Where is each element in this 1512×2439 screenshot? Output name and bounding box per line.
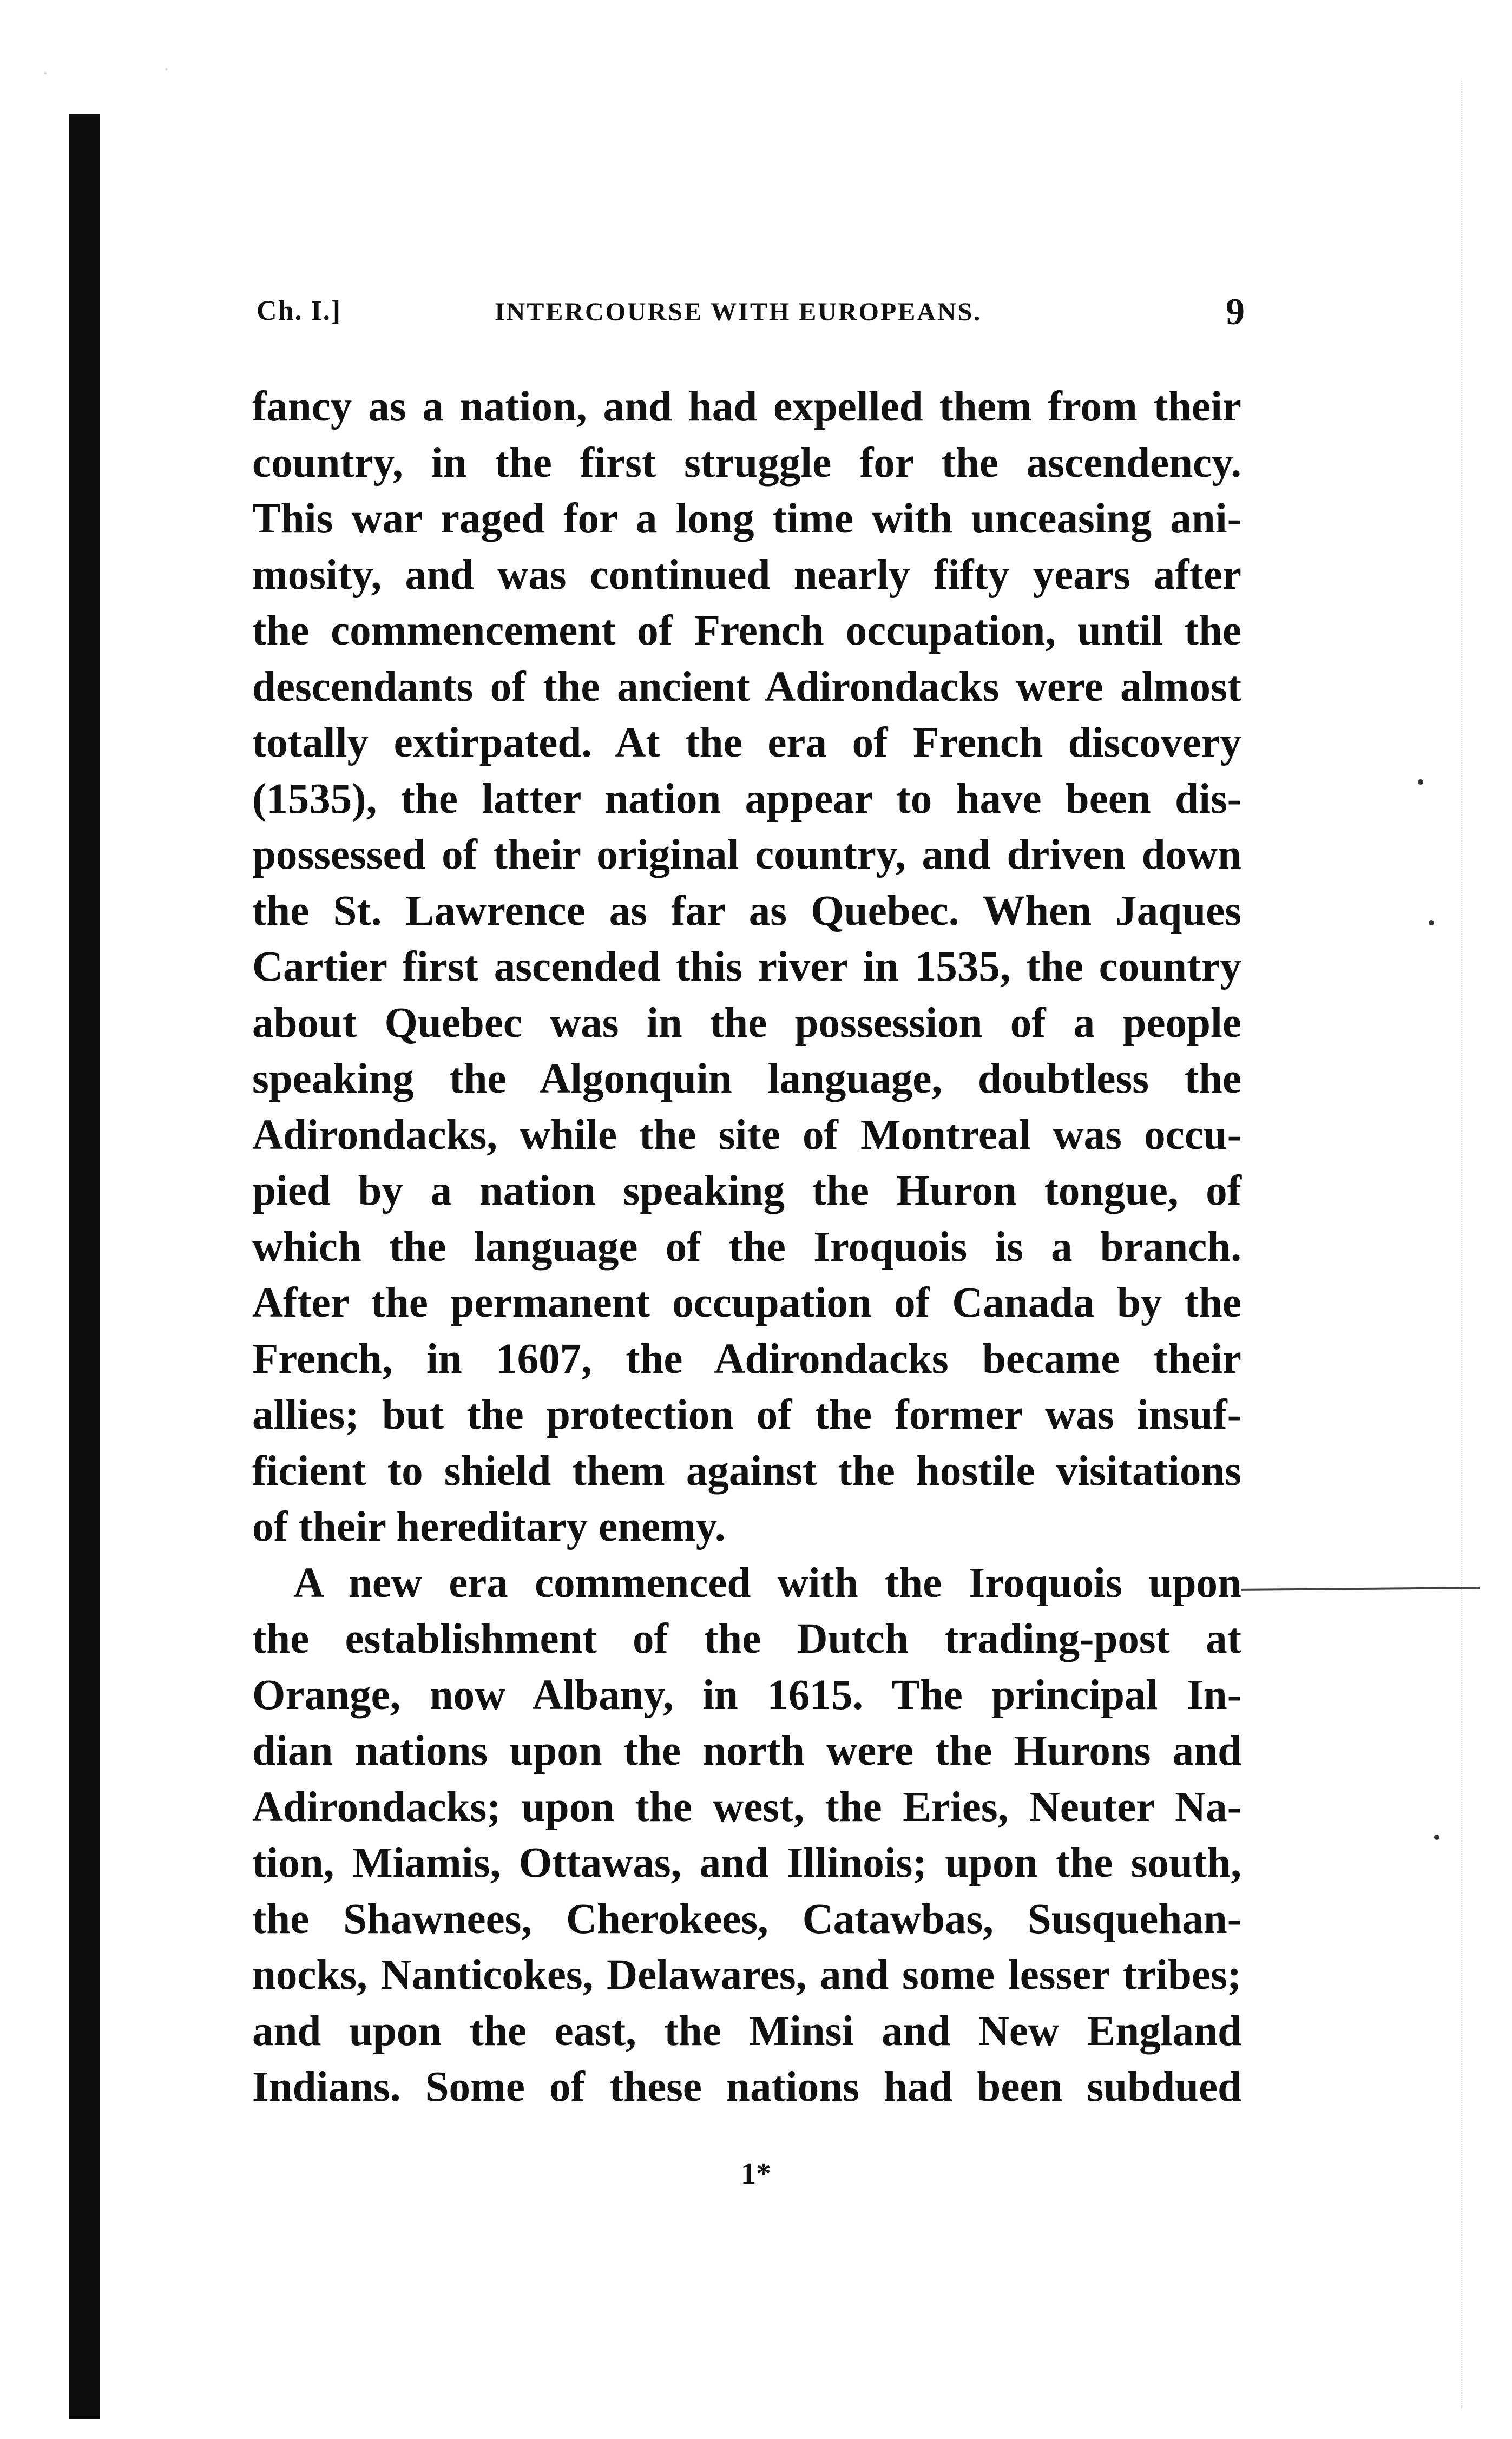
text-line: Indians. Some of these nations had been subdued [252,2063,1241,2111]
text-line: and upon the east, the Minsi and New England [252,2007,1241,2055]
text-line: Cartier first ascended this river in 1535, the country [252,943,1241,990]
text-line: Orange, now Albany, in 1615. The principal In- [252,1671,1241,1719]
text-line: Adirondacks, while the site of Montreal was occu- [252,1111,1241,1159]
text-line: fancy as a nation, and had expelled them from their [252,383,1241,430]
text-line: about Quebec was in the possession of a people [252,999,1241,1047]
text-line: possessed of their original country, and driven down [252,831,1241,878]
margin-speck [1434,1835,1439,1840]
text-line: country, in the first struggle for the ascendency. [252,439,1241,487]
text-line: mosity, and was continued nearly fifty years after [252,551,1241,599]
page-number: 9 [1226,291,1246,333]
scan-noise-top [0,54,1512,92]
scan-noise-right-edge [1461,81,1469,2408]
running-head-chapter: Ch. I.] [257,295,342,326]
text-line: nocks, Nanticokes, Delawares, and some lesser tribes; [252,1951,1241,1998]
running-head-title: INTERCOURSE WITH EUROPEANS. [495,298,982,326]
margin-pen-stroke [1241,1587,1480,1591]
text-line: ficient to shield them against the hostile visitations [252,1447,1241,1495]
text-line: (1535), the latter nation appear to have been dis- [252,775,1241,823]
body-text [252,379,1241,2115]
text-line: dian nations upon the north were the Hurons and [252,1727,1241,1774]
text-line: This war raged for a long time with unceasing ani- [252,495,1241,542]
signature-mark: 1* [741,2157,771,2191]
text-line: allies; but the protection of the former was insuf- [252,1391,1241,1438]
margin-speck [1418,779,1423,785]
running-head [257,291,1246,333]
text-line: which the language of the Iroquois is a branch. [252,1223,1241,1271]
paragraph-start-line: A new era commenced with the Iroquois upon [293,1559,1241,1607]
text-line: the establishment of the Dutch trading-post at [252,1615,1241,1662]
text-line: After the permanent occupation of Canada by the [252,1279,1241,1326]
text-line: the commencement of French occupation, until the [252,607,1241,654]
margin-speck [1429,920,1434,925]
text-line: the Shawnees, Cherokees, Catawbas, Susquehan- [252,1895,1241,1943]
paragraph-end-line: of their hereditary enemy. [252,1503,726,1550]
text-line: descendants of the ancient Adirondacks were almost [252,663,1241,711]
binding-edge-shadow [69,114,100,2419]
text-line: the St. Lawrence as far as Quebec. When Jaques [252,887,1241,935]
text-line: Adirondacks; upon the west, the Eries, Neuter Na- [252,1783,1241,1831]
text-line: French, in 1607, the Adirondacks became their [252,1335,1241,1383]
text-line: tion, Miamis, Ottawas, and Illinois; upon the south, [252,1839,1241,1886]
text-line: totally extirpated. At the era of French discovery [252,719,1241,766]
text-line: speaking the Algonquin language, doubtless the [252,1055,1241,1102]
text-line: pied by a nation speaking the Huron tongue, of [252,1167,1241,1214]
